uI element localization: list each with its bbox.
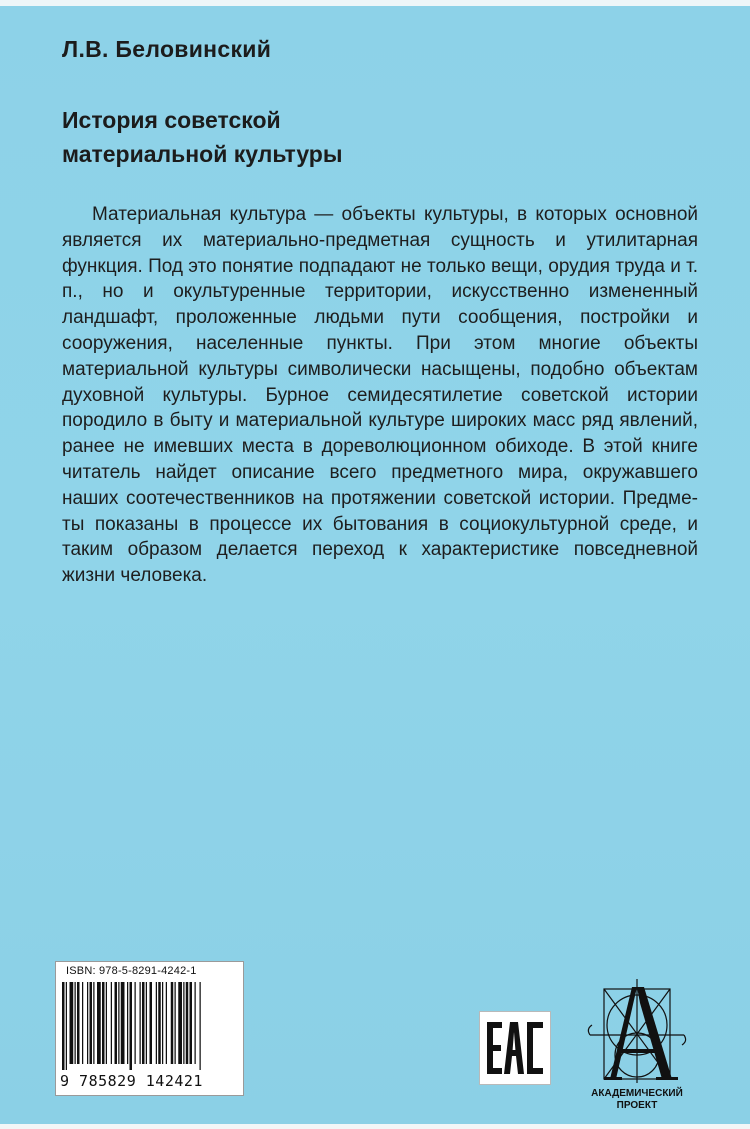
- barcode-bar: [62, 982, 65, 1070]
- book-description: Материальная культура — объекты культуры, в которых основной является их материально-предметная сущность и утилитарная функция. Под это понятие подпадают не только вещи, орудия труда и т. п., но и окультуренные территории, искусственно измененный ландшафт, проложенные людьми пути сообщения, постройки и сооружения, населенные пункты. При этом многие объекты материальной культуры символически насыщены, подобно объектам духовной культуры. Бурное семидесятилетие советской истории породило в быту и материальной культуре широких масс ряд явлений, ранее не имевших места в дореволюционном обиходе. В этой книге читатель найдет описание всего предметного мира, окружавшего наших соотечественников на протяжении советской истории. Предметы показаны в процессе их бытования в социокультурной среде, и таким образом делается переход к характеристике повседневной жизни человека.: [62, 204, 698, 587]
- barcode-bar: [90, 982, 93, 1064]
- barcode-bar: [186, 982, 189, 1064]
- barcode-bar: [102, 982, 105, 1064]
- barcode-bar: [118, 982, 119, 1064]
- publisher-name-line: АКАДЕМИЧЕСКИЙ: [591, 1088, 683, 1099]
- isbn-text: ISBN: 978-5-8291-4242-1: [66, 965, 197, 977]
- barcode-bar: [75, 982, 76, 1064]
- barcode-bar: [158, 982, 161, 1064]
- barcode-bar: [106, 982, 107, 1064]
- book-title-line: материальной культуры: [62, 141, 343, 167]
- barcode-bar: [166, 982, 167, 1064]
- barcode-bar: [70, 982, 74, 1064]
- barcode-bar: [150, 982, 153, 1064]
- book-title: [62, 103, 562, 171]
- barcode-bar: [77, 982, 80, 1064]
- barcode-bar: [115, 982, 118, 1064]
- barcode-bar: [178, 982, 182, 1064]
- barcode-bar: [97, 982, 101, 1064]
- barcode-bar: [121, 982, 125, 1064]
- barcode-bar: [175, 982, 176, 1064]
- barcode-label: [55, 961, 244, 1096]
- barcode-icon: [60, 982, 240, 1070]
- barcode-bar: [162, 982, 163, 1064]
- cover-bottom-edge: [0, 1124, 750, 1129]
- barcode-bar: [82, 982, 83, 1064]
- publisher-logo-icon: [580, 975, 694, 1085]
- barcode-bar: [93, 982, 94, 1064]
- barcode-bar: [146, 982, 147, 1064]
- author-name: Л.В. Беловинский: [62, 36, 272, 62]
- eac-mark-icon: [479, 1011, 551, 1085]
- barcode-bar: [111, 982, 112, 1064]
- barcode-bar: [183, 982, 184, 1064]
- barcode-bar: [195, 982, 196, 1064]
- publisher-name: [578, 1088, 696, 1112]
- barcode-bar: [156, 982, 157, 1064]
- barcode-digits: 9 785829 142421: [60, 1072, 203, 1090]
- cover-top-edge: [0, 0, 750, 6]
- barcode-bar: [200, 982, 201, 1070]
- barcode-bar: [135, 982, 136, 1064]
- barcode-bar: [142, 982, 145, 1064]
- book-title-line: История советской: [62, 107, 281, 133]
- barcode-bar: [140, 982, 141, 1064]
- barcode-bar: [171, 982, 174, 1064]
- barcode-bar: [127, 982, 128, 1064]
- barcode-bar: [130, 982, 133, 1070]
- publisher-name-line: ПРОЕКТ: [616, 1100, 658, 1111]
- barcode-bar: [66, 982, 67, 1070]
- barcode-bar: [87, 982, 88, 1064]
- barcode-bar: [190, 982, 193, 1064]
